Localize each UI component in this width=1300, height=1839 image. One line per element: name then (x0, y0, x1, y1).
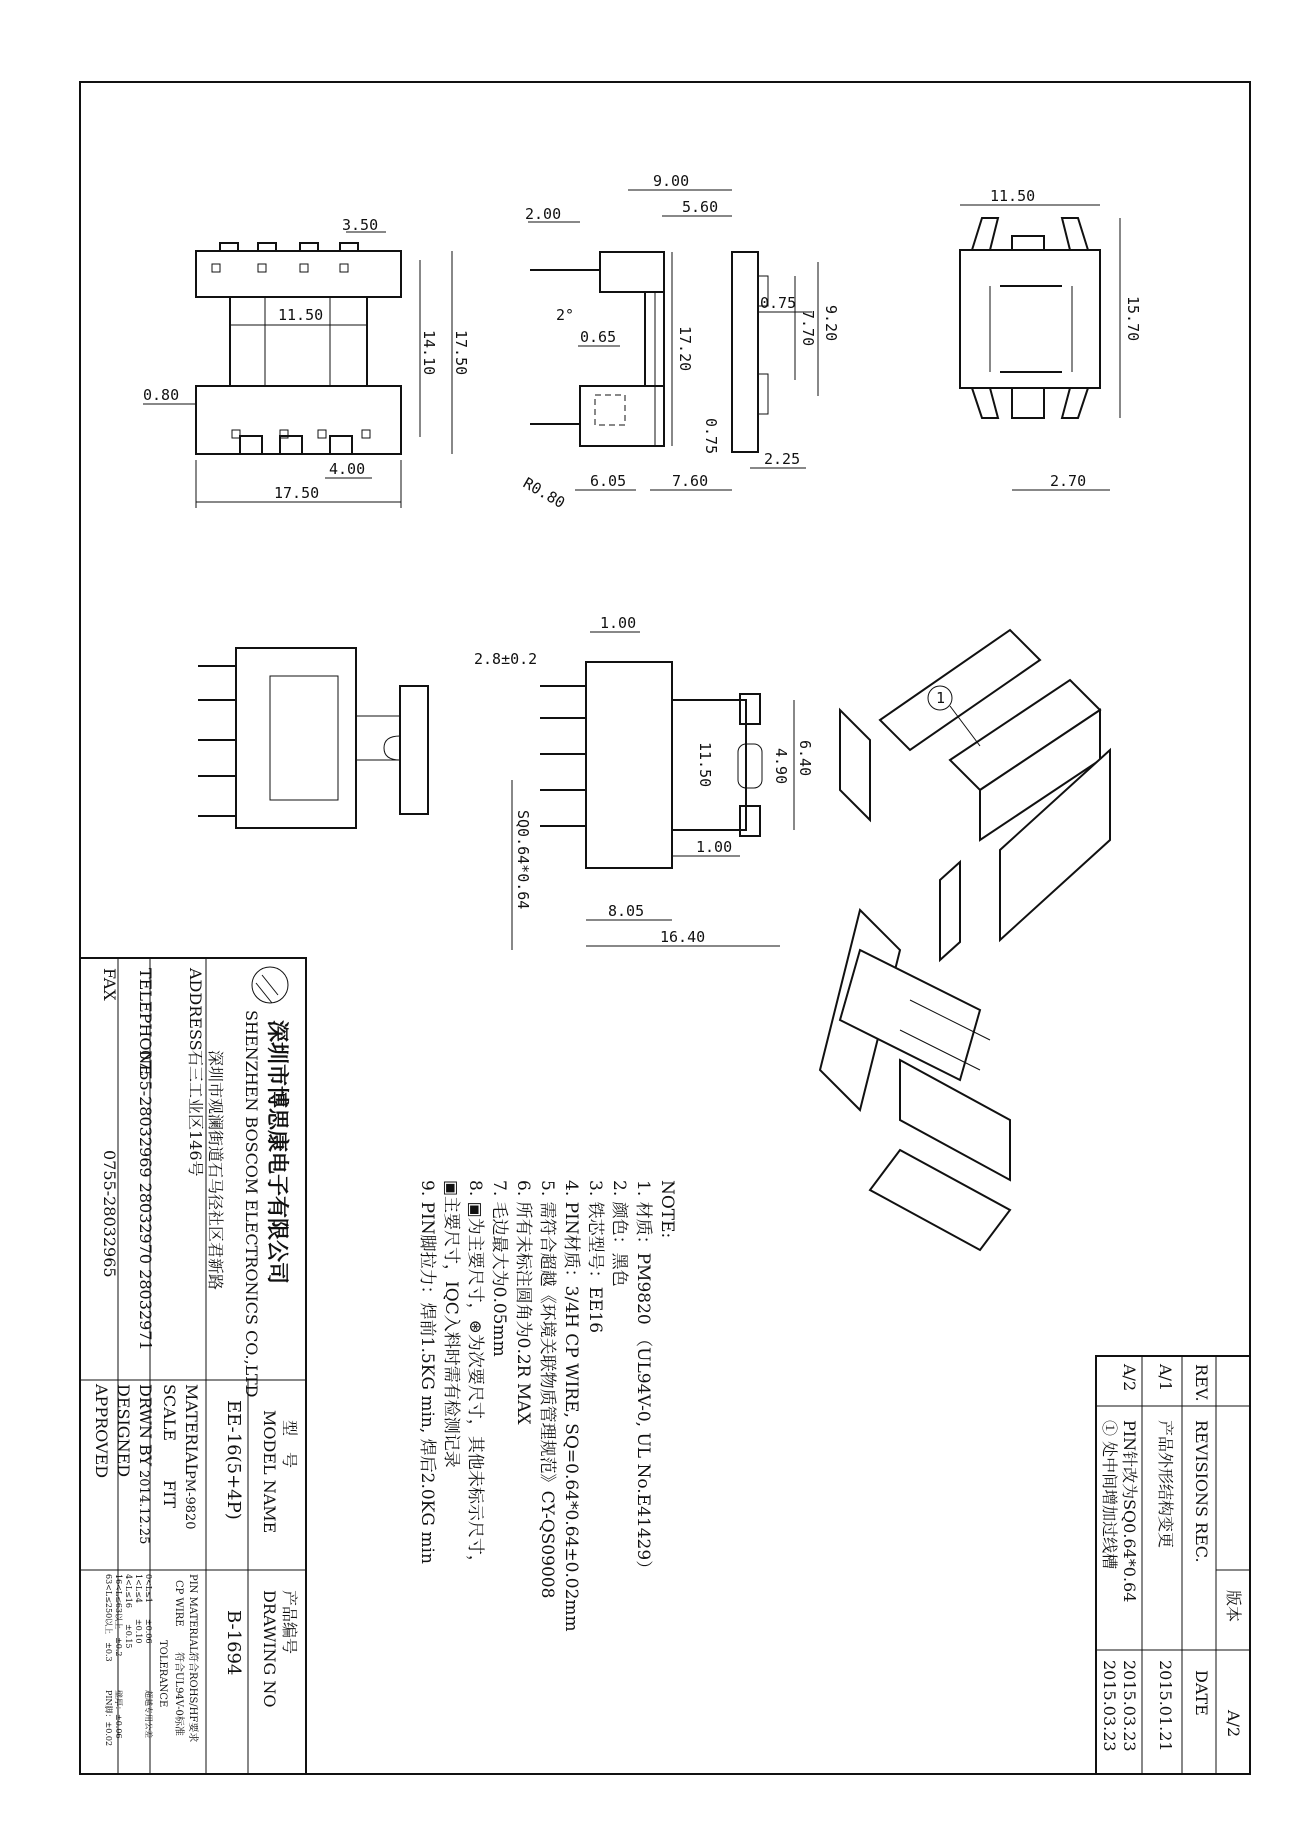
dim-r0-80: R0.80 (520, 473, 569, 513)
drawing-no: B-1694 (223, 1610, 244, 1676)
note-9: 9. PIN脚拉力：焊前1.5KG min, 焊后2.0KG min (417, 1180, 437, 1564)
address-line-2: 石三工业区146号 (186, 1050, 205, 1177)
dim-bot-tol: 2.8±0.2 (474, 650, 538, 668)
note-3: 3. 铁芯型号：EE16 (585, 1180, 605, 1334)
rev-corner-label: 版本 (1224, 1590, 1243, 1623)
telephone-value: 0755-28032969 28032970 28032971 (136, 1050, 155, 1351)
dim-bot-4-90: 4.90 (772, 748, 790, 785)
dim-bot-pin: SQ0.64*0.64 (514, 810, 532, 910)
end-view (960, 187, 1142, 490)
rohs-note: 符合ROHS/HF要求 (187, 1652, 198, 1743)
fax-label: FAX (100, 968, 119, 1001)
material-label: MATERIAL (182, 1384, 201, 1474)
company-name-en: SHENZHEN BOSCOM ELECTRONICS CO.,LTD (242, 1010, 261, 1398)
isometric-view-top (840, 630, 1110, 960)
dim-6-05: 6.05 (590, 472, 627, 490)
dim-end-15-70: 15.70 (1124, 296, 1142, 342)
drawing-label-cn: 产品编号 (280, 1590, 299, 1655)
rev-row2-desc: PIN针改为SQ0.64*0.64 (1120, 1420, 1139, 1603)
note-4: 4. PIN材质：3/4H CP WIRE, SQ=0.64*0.64±0.02mm (561, 1180, 581, 1632)
note-1: 1. 材质：PM9820 （UL94V-0, UL No.E41429） (633, 1180, 653, 1578)
dim-17-50-h: 17.50 (452, 330, 470, 376)
dim-0-80: 0.80 (143, 386, 180, 404)
tol-extra-2: 壁厚：±0.06 (114, 1690, 123, 1739)
title-block (80, 958, 306, 1774)
rev-row1-rev: A/1 (1156, 1364, 1175, 1392)
rev-header-rev: REV. (1192, 1364, 1211, 1402)
isometric-view-bottom (820, 910, 1010, 1250)
dim-bot-16-40: 16.40 (660, 928, 706, 946)
designed-label: DESIGNED (114, 1384, 133, 1478)
dim-end-2-70: 2.70 (1050, 472, 1087, 490)
note-8: 8. ▣为主要尺寸，⊛为次要尺寸，其他未标示尺寸， (465, 1180, 485, 1572)
dim-7-60: 7.60 (672, 472, 709, 490)
dim-end-11-50: 11.50 (990, 187, 1036, 205)
scale-value: FIT (160, 1480, 179, 1509)
tol-row-5: 63<L≤250以上 ±0.3 (104, 1574, 113, 1662)
side-view (520, 172, 840, 512)
drwn-value: 2014.12.25 (136, 1470, 151, 1545)
pin-material-value: CP WIRE (173, 1580, 184, 1627)
approved-label: APPROVED (92, 1384, 111, 1479)
tolerance-label: TOLERANCE (157, 1640, 168, 1708)
rev-row1-date: 2015.01.21 (1156, 1660, 1175, 1752)
notes-title: NOTE: (657, 1180, 677, 1239)
model-label-cn: 型 号 (280, 1420, 299, 1469)
tol-row-4: 16<L≤63以上 ±0.2 (114, 1574, 123, 1657)
dim-9-20: 9.20 (822, 305, 840, 342)
rev-row2-rev: A/2 (1120, 1364, 1139, 1392)
dim-bot-11-50: 11.50 (696, 742, 714, 788)
address-line-1: 深圳市观澜街道石马径社区君新路 (206, 1050, 225, 1291)
address-label: ADDRESS (186, 968, 205, 1051)
note-6: 6. 所有未标注圆角为0.2R MAX (513, 1180, 533, 1425)
dim-4-00: 4.00 (329, 460, 366, 478)
tol-extra-1: 超越专用公差 (144, 1690, 153, 1738)
drawing-label: DRAWING NO (260, 1590, 279, 1708)
rev-corner-value: A/2 (1224, 1710, 1243, 1738)
dim-2-00: 2.00 (525, 205, 562, 223)
telephone-label: TELEPHONE (136, 968, 155, 1077)
note-5: 5. 需符合超越《环境关联物质管理规范》CY-QS09008 (537, 1180, 557, 1599)
scale-label: SCALE (160, 1384, 179, 1442)
ul-note: 符合UL94V-0标准 (173, 1652, 184, 1736)
dim-9-00: 9.00 (653, 172, 690, 190)
note-7: 7. 毛边最大为0.05mm (489, 1180, 509, 1357)
tol-row-2: 1<L≤4 ±0.10 (134, 1574, 143, 1644)
balloon-1: 1 (936, 689, 946, 707)
rev-row3-desc: ① 处中间增加过线槽 (1100, 1420, 1119, 1570)
dim-17-50-w: 17.50 (274, 484, 320, 502)
dim-bot-1-00b: 1.00 (696, 838, 733, 856)
dim-3-50: 3.50 (342, 216, 379, 234)
rev-row2-date: 2015.03.23 (1120, 1660, 1139, 1752)
dim-bot-8-05: 8.05 (608, 902, 645, 920)
note-2: 2. 颜色：黑色 (609, 1180, 629, 1287)
rev-row3-date: 2015.03.23 (1100, 1660, 1119, 1752)
tol-extra-3: PIN脚：±0.02 (104, 1690, 113, 1747)
notes-block (417, 1180, 677, 1632)
dim-0-75a: 0.75 (760, 294, 797, 312)
model-value: EE-16(5+4P) (223, 1400, 244, 1520)
dim-bot-6-40: 6.40 (796, 740, 814, 777)
top-view (143, 216, 470, 508)
dim-14-10: 14.10 (420, 330, 438, 376)
dim-bot-1-00a: 1.00 (600, 614, 637, 632)
rev-row1-desc: 产品外形结构变更 (1156, 1420, 1175, 1549)
dim-0-75b: 0.75 (702, 418, 720, 455)
tol-row-1: 0<L≤1 ±0.06 (144, 1574, 153, 1644)
bottom-view (474, 614, 814, 950)
company-name-cn: 深圳市博思康电子有限公司 (264, 1020, 290, 1285)
dim-angle: 2° (556, 306, 575, 324)
dim-7-70: 7.70 (799, 310, 817, 347)
dim-17-20: 17.20 (676, 326, 694, 372)
drwn-label: DRWN BY (136, 1384, 155, 1467)
dim-0-65: 0.65 (580, 328, 617, 346)
note-8b: ▣主要尺寸，IQC入料时需有检测记录 (441, 1180, 461, 1468)
material-value: PM-9820 (182, 1470, 197, 1530)
model-label: MODEL NAME (260, 1410, 279, 1534)
tol-row-3: 4<L≤16 ±0.15 (124, 1574, 133, 1649)
fax-value: 0755-28032965 (100, 1150, 119, 1278)
pin-view-left (198, 648, 428, 828)
dim-11-50: 11.50 (278, 306, 324, 324)
dim-2-25: 2.25 (764, 450, 801, 468)
pin-material-label: PIN MATERIAL: (187, 1574, 198, 1657)
dim-5-60: 5.60 (682, 198, 719, 216)
rev-header-rec: REVISIONS REC. (1192, 1420, 1211, 1563)
rev-header-date: DATE (1192, 1670, 1211, 1716)
revision-table (1096, 1356, 1250, 1774)
